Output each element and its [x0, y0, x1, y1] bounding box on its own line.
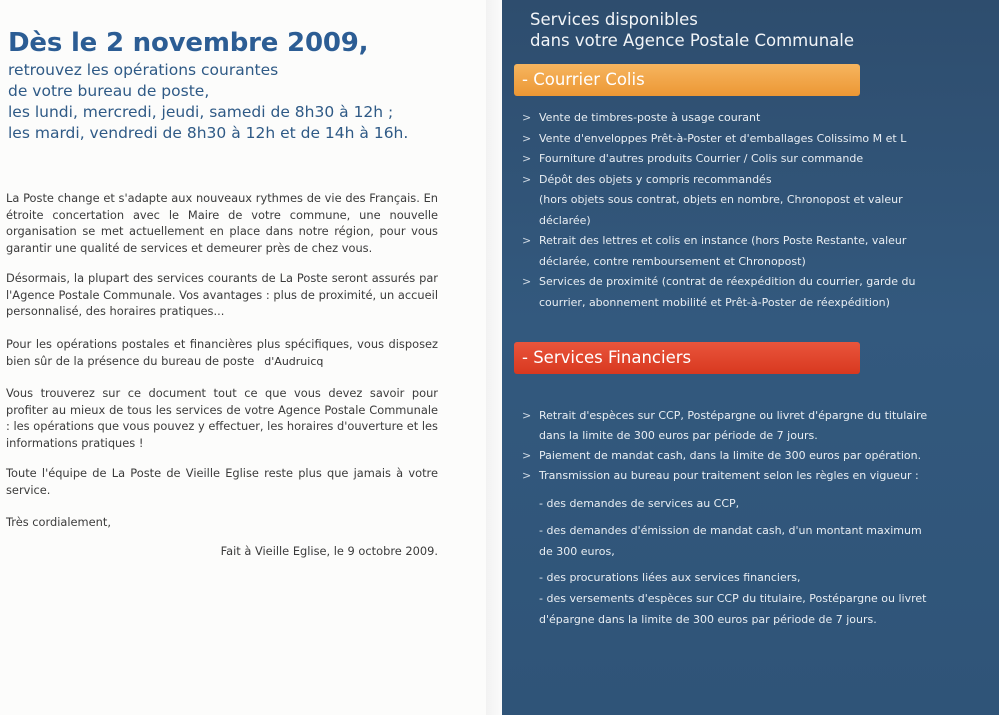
- handwritten-office-name: d'Audruicq: [264, 354, 324, 368]
- bullet-arrow-icon: >: [522, 152, 532, 165]
- bullet-arrow-icon: >: [522, 172, 532, 186]
- list-item-continuation: courrier, abonnement mobilité et Prêt-à-Poster de réexpédition): [539, 295, 890, 309]
- sub-item: d'épargne dans la limite de 300 euros par période de 7 jours.: [539, 613, 877, 626]
- financier-sublist: [522, 493, 942, 630]
- financier-list: [522, 406, 942, 486]
- list-item: > Paiement de mandat cash, dans la limite de 300 euros par opération.: [522, 446, 942, 466]
- bullet-arrow-icon: >: [522, 409, 532, 422]
- intro-line: de votre bureau de poste,: [8, 82, 210, 100]
- list-item-continuation: déclarée): [539, 213, 591, 227]
- list-item: > Transmission au bureau pour traitement selon les règles en vigueur :: [522, 466, 942, 486]
- intro-block: [8, 60, 408, 144]
- list-item-continuation: dans la limite de 300 euros par période de 7 jours.: [539, 429, 818, 442]
- page-headline: Dès le 2 novembre 2009,: [8, 28, 369, 58]
- bullet-arrow-icon: >: [522, 131, 532, 145]
- paragraph: Toute l'équipe de La Poste de Vieille Eglise reste plus que jamais à votre service.: [6, 466, 438, 497]
- intro-line: retrouvez les opérations courantes: [8, 61, 279, 79]
- list-item: > Retrait d'espèces sur CCP, Postépargne ou livret d'épargne du titulaire: [522, 406, 942, 426]
- services-title-line: dans votre Agence Postale Communale: [530, 31, 855, 50]
- list-item: > Vente de timbres-poste à usage courant: [522, 108, 942, 129]
- list-item: > Dépôt des objets y compris recommandés: [522, 170, 942, 191]
- bullet-arrow-icon: >: [522, 449, 532, 462]
- signature-line: Fait à Vieille Eglise, le 9 octobre 2009.: [220, 544, 438, 558]
- bullet-arrow-icon: >: [522, 469, 532, 482]
- courrier-colis-heading: - Courrier Colis: [514, 64, 860, 96]
- services-financiers-heading: - Services Financiers: [514, 342, 860, 374]
- bullet-arrow-icon: >: [522, 275, 532, 288]
- courrier-list: [522, 108, 942, 313]
- paragraph: [6, 336, 438, 370]
- paragraph: Très cordialement,: [6, 515, 111, 529]
- sub-item: - des procurations liées aux services financiers,: [539, 571, 801, 584]
- intro-line: les mardi, vendredi de 8h30 à 12h et de 14h à 16h.: [8, 124, 409, 142]
- list-item: > Services de proximité (contrat de réexpédition du courrier, garde du: [522, 272, 942, 293]
- paragraph: Désormais, la plupart des services courants de La Poste seront assurés par l'Agence Postale Communale. Vos avantages : plus de proximité, un accueil personnalisé, des horaires pratiques...: [6, 271, 438, 319]
- services-title: [530, 9, 854, 51]
- list-item-continuation: (hors objets sous contrat, objets en nombre, Chronopost et valeur: [539, 193, 903, 206]
- bullet-arrow-icon: >: [522, 234, 532, 247]
- sub-item: - des versements d'espèces sur CCP du titulaire, Postépargne ou livret: [539, 592, 927, 605]
- paragraph-text: Pour les opérations postales et financières plus spécifiques, vous disposez bien sûr de la présence du bureau de poste: [6, 337, 438, 368]
- list-item-continuation: déclarée, contre remboursement et Chronopost): [539, 254, 806, 268]
- bullet-arrow-icon: >: [522, 111, 532, 124]
- services-title-line: Services disponibles: [530, 10, 698, 29]
- page-fold: [486, 0, 502, 715]
- paragraph: Vous trouverez sur ce document tout ce que vous devez savoir pour profiter au mieux de tous les services de votre Agence Postale Communale : les opérations que vous pouvez y effectuer, les horaires d'ouverture et les informations pratiques !: [6, 386, 438, 450]
- sub-item: - des demandes d'émission de mandat cash, d'un montant maximum: [539, 524, 922, 537]
- list-item: > Retrait des lettres et colis en instance (hors Poste Restante, valeur: [522, 231, 942, 252]
- intro-line: les lundi, mercredi, jeudi, samedi de 8h30 à 12h ;: [8, 103, 394, 121]
- sub-item: - des demandes de services au CCP,: [539, 497, 740, 510]
- sub-item: de 300 euros,: [539, 545, 615, 558]
- list-item: > Fourniture d'autres produits Courrier / Colis sur commande: [522, 149, 942, 170]
- paragraph: La Poste change et s'adapte aux nouveaux rythmes de vie des Français. En étroite concertation avec le Maire de votre commune, une nouvelle organisation se met actuellement en place dans notre région, pour vous garantir une qualité de services et demeurer près de chez vous.: [6, 191, 438, 255]
- list-item: > Vente d'enveloppes Prêt-à-Poster et d'emballages Colissimo M et L: [522, 129, 942, 150]
